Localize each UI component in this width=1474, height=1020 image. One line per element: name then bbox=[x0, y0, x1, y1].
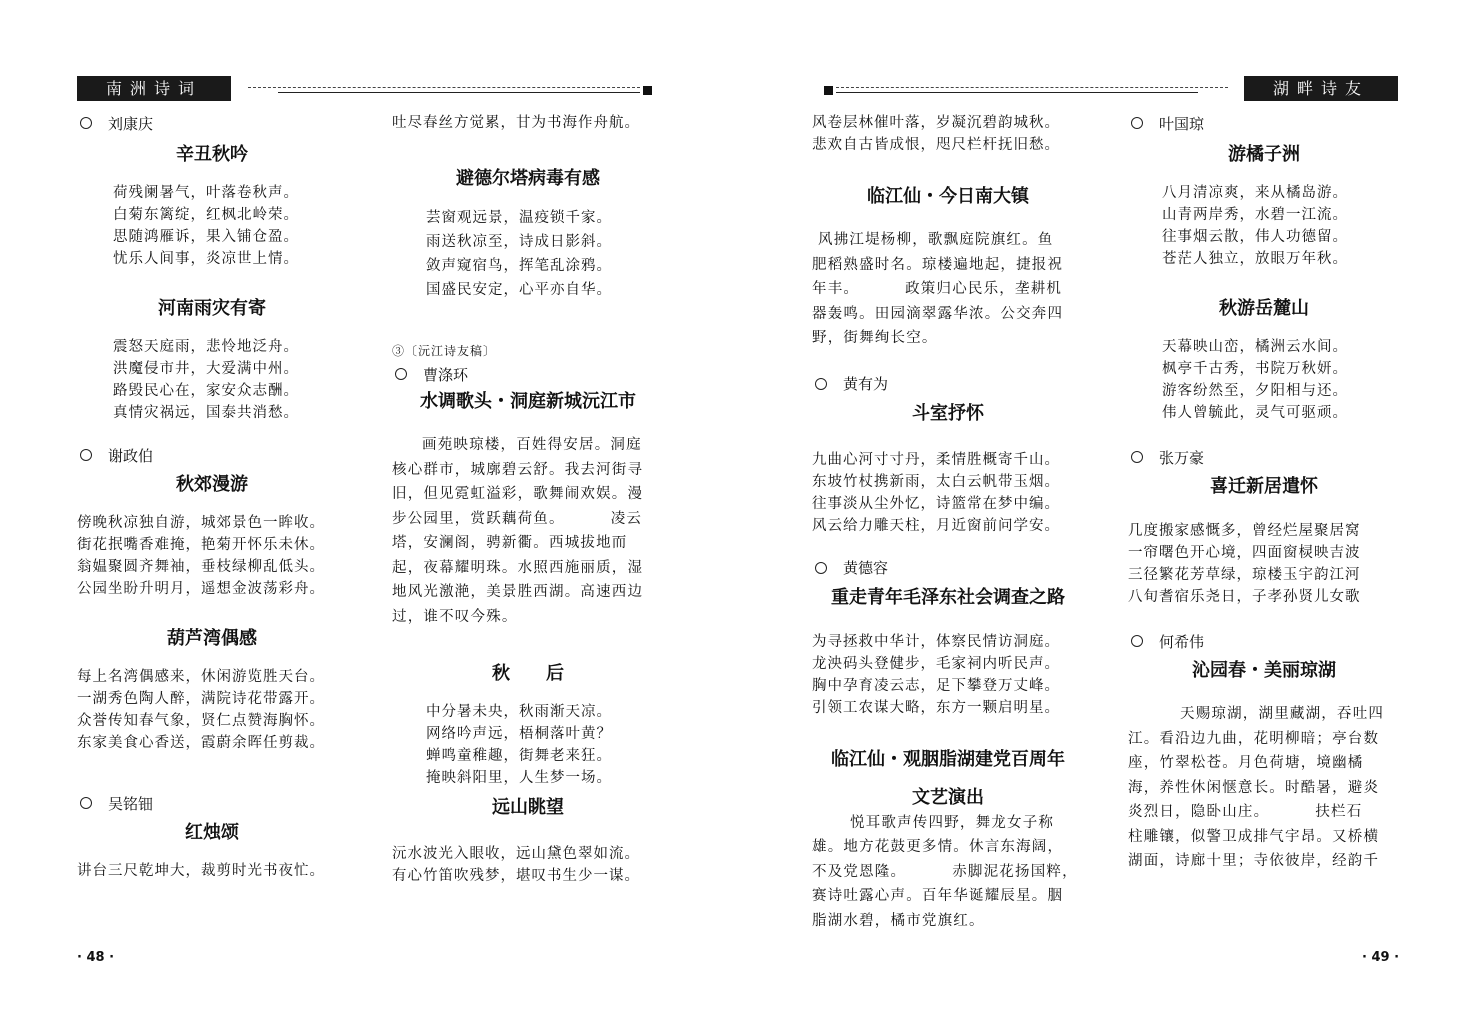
poem-title: 秋郊漫游 bbox=[176, 474, 248, 495]
left-page-header: 南洲诗词 bbox=[77, 76, 231, 101]
author-xie bbox=[77, 444, 347, 466]
author-huang-derong bbox=[812, 557, 1084, 579]
right-header-square bbox=[824, 86, 833, 95]
poem-body: 几度搬家感慨多，曾经烂屋聚居窝 一帘曙色开心境，四面窗棂映吉波 三径繁花芳草绿，琼楼玉宇韵江河 八旬耆宿乐尧日，子孝孙贤儿女歌 bbox=[1128, 523, 1361, 605]
poem-title: 红烛颂 bbox=[185, 822, 239, 843]
poem-continuation: 吐尽春丝方觉累，甘为书海作舟航。 bbox=[392, 115, 640, 131]
circle-bullet-icon bbox=[815, 562, 827, 574]
ci-body: 悦耳歌声传四野，舞龙女子称 雄。地方花鼓更多情。休言东海阔， 不及党恩隆。 赤脚泥花扬国粹， 赛诗吐露心声。百年华诞耀辰星。胭 脂湖水碧，橘市党旗红。 bbox=[812, 814, 1078, 929]
author-name: 黄德容 bbox=[843, 559, 889, 577]
circle-bullet-icon bbox=[1131, 451, 1143, 463]
poem-title: 葫芦湾偶感 bbox=[167, 628, 257, 649]
ci-body: 画苑映琼楼，百姓得安居。洞庭 核心群市，城廓碧云舒。我去河街寻 旧，但见霓虹溢彩，歌舞闹欢娱。漫 步公园里，赏跃藕荷鱼。 凌云 塔，安澜阁，骋新衢。西城拔地而 起，夜幕耀明珠。水照西施丽质，湿 地风光激滟，美景胜西湖。高速西边 过，谁不叹今殊。 bbox=[392, 437, 644, 625]
left-header-dotted-rule bbox=[248, 87, 640, 88]
ci-body: 风拂江堤杨柳，歌飘庭院旗红。鱼 肥稻熟盛时名。琼楼遍地起，捷报祝 年丰。 政策归心民乐，垄耕机 器轰鸣。田园滴翠露华浓。公交奔四 野，街舞绚长空。 bbox=[812, 232, 1064, 346]
poem-title: 辛丑秋吟 bbox=[176, 144, 248, 165]
poem-title: 避德尔塔病毒有感 bbox=[456, 168, 600, 189]
poem-title: 沁园春・美丽琼湖 bbox=[1192, 660, 1336, 681]
page-number-right: · 49 · bbox=[1362, 950, 1400, 965]
poem-title: 远山眺望 bbox=[492, 797, 564, 818]
author-name: 谢政伯 bbox=[108, 446, 154, 465]
author-name: 何希伟 bbox=[1159, 632, 1205, 651]
poem-title: 临江仙・观胭脂湖建党百周年 bbox=[831, 748, 1065, 770]
poem-title: 喜迁新居遣怀 bbox=[1210, 476, 1318, 497]
circle-bullet-icon bbox=[80, 797, 92, 809]
left-column-1 bbox=[77, 112, 347, 882]
circle-bullet-icon bbox=[80, 449, 92, 461]
poem-body: 天幕映山峦，橘洲云水间。 枫亭千古秀，书院万秋妍。 游客纷然至，夕阳相与还。 伟人曾毓此，灵气可驱顽。 bbox=[1162, 339, 1348, 421]
poem-body: 九曲心河寸寸丹，柔情胜概寄千山。 东坡竹杖携新雨，太白云帆带玉烟。 往事淡从尘外忆，诗篮常在梦中编。 风云给力雕天柱，月近窗前问学安。 bbox=[812, 451, 1060, 534]
poem-title: 秋 后 bbox=[492, 663, 564, 684]
author-name: 黄有为 bbox=[843, 375, 889, 393]
right-header-solid-rule bbox=[836, 92, 1198, 93]
poem-body: 中分暑未央，秋雨渐天凉。 网络吟声远，梧桐落叶黄？ 蝉鸣童稚趣，街舞老来狂。 掩映斜阳里，人生梦一场。 bbox=[426, 704, 612, 786]
poem-title: 临江仙・今日南大镇 bbox=[867, 186, 1029, 207]
poem-title: 河南雨灾有寄 bbox=[158, 298, 266, 319]
left-header-solid-rule bbox=[278, 92, 640, 93]
poem-title: 秋游岳麓山 bbox=[1219, 298, 1309, 319]
page-number-left: · 48 · bbox=[77, 950, 115, 965]
right-header-dotted-rule bbox=[836, 87, 1228, 88]
author-name: 叶国琼 bbox=[1159, 114, 1205, 133]
author-he bbox=[1128, 630, 1400, 652]
poem-title: 重走青年毛泽东社会调查之路 bbox=[831, 586, 1065, 608]
poem-body: 为寻拯救中华计，体察民情访洞庭。 龙泱码头登健步，毛家祠内听民声。 胸中孕育凌云志，足下攀登万丈峰。 引领工农谋大略，东方一颗启明星。 bbox=[812, 633, 1060, 716]
poem-title: 斗室抒怀 bbox=[912, 402, 984, 424]
author-ye bbox=[1128, 112, 1400, 134]
circle-bullet-icon bbox=[1131, 117, 1143, 129]
author-liu bbox=[77, 112, 347, 134]
right-page-header: 湖畔诗友 bbox=[1244, 76, 1398, 101]
poem-body: 芸窗观远景，温疫锁千家。 雨送秋凉至，诗成日影斜。 敛声窥宿鸟，挥笔乱涂鸦。 国盛民安定，心平亦自华。 bbox=[426, 210, 612, 298]
poem-body: 每上名湾偶感来，休闲游览胜天台。 一湖秀色陶人醉，满院诗花带露开。 众誉传知春气象，贤仁点赞海胸怀。 东家美食心香送，霞蔚余晖任剪裁。 bbox=[77, 669, 325, 751]
circle-bullet-icon bbox=[395, 368, 407, 380]
circle-bullet-icon bbox=[815, 378, 827, 390]
poem-body: 沅水波光入眼收，远山黛色翠如流。 有心竹笛吹残梦，堪叹书生少一谋。 bbox=[392, 846, 640, 884]
poem-body: 傍晚秋凉独自游，城郊景色一眸收。 街花抿嘴香难掩，艳菊开怀乐未休。 翁媪聚圆齐舞袖，垂枝绿柳乱低头。 公园坐盼升明月，遥想金波荡彩舟。 bbox=[77, 515, 325, 597]
section-label: ③〔沅江诗友稿〕 bbox=[392, 344, 497, 358]
poem-title: 游橘子洲 bbox=[1228, 144, 1300, 165]
left-column-2 bbox=[392, 112, 664, 887]
author-name: 张万豪 bbox=[1159, 448, 1205, 467]
poem-body: 讲台三尺乾坤大，裁剪时光书夜忙。 bbox=[77, 863, 325, 879]
left-header-square bbox=[643, 86, 652, 95]
right-column-2 bbox=[1128, 112, 1400, 874]
ci-body: 天赐琼湖，湖里藏湖，吞吐四 江。看沿边九曲，花明柳暗；亭台数 座，竹翠松苍。月色荷塘，境幽橘 海，养性休闲惬意长。时酷暑，避炎 炎烈日，隐卧山庄。 扶栏石 柱雕镶，似警卫成排气宇昂。又桥横 湖面，诗廊十里；寺依彼岸，经韵千 bbox=[1128, 706, 1385, 869]
poem-continuation: 风卷层林催叶落，岁凝沉碧韵城秋。 悲欢自古皆成恨，咫尺栏杆抚旧愁。 bbox=[812, 115, 1060, 153]
poem-title-line2: 文艺演出 bbox=[912, 786, 984, 808]
poem-title: 水调歌头・洞庭新城沅江市 bbox=[420, 391, 636, 412]
poem-body: 荷残阑暑气，叶落卷秋声。 白菊东篱绽，红枫北岭荣。 思随鸿雁诉，果入铺仓盈。 忧乐人间事，炎凉世上情。 bbox=[113, 185, 299, 267]
poem-body: 八月清凉爽，来从橘岛游。 山青两岸秀，水碧一江流。 往事烟云散，伟人功德留。 苍茫人独立，放眼万年秋。 bbox=[1162, 185, 1348, 267]
author-huang-youwei bbox=[812, 373, 1084, 395]
author-name: 刘康庆 bbox=[108, 114, 154, 133]
author-wu bbox=[77, 792, 347, 814]
author-cao bbox=[392, 363, 664, 385]
right-column-1 bbox=[812, 112, 1084, 933]
author-name: 吴铭钿 bbox=[108, 794, 154, 813]
author-zhang bbox=[1128, 446, 1400, 468]
poem-body: 震怒天庭雨，悲怜地泛舟。 洪魔侵市井，大爱满中州。 路毁民心在，家安众志酬。 真情灾祸远，国泰共消愁。 bbox=[113, 339, 299, 421]
circle-bullet-icon bbox=[1131, 635, 1143, 647]
circle-bullet-icon bbox=[80, 117, 92, 129]
author-name: 曹涤环 bbox=[423, 365, 469, 384]
